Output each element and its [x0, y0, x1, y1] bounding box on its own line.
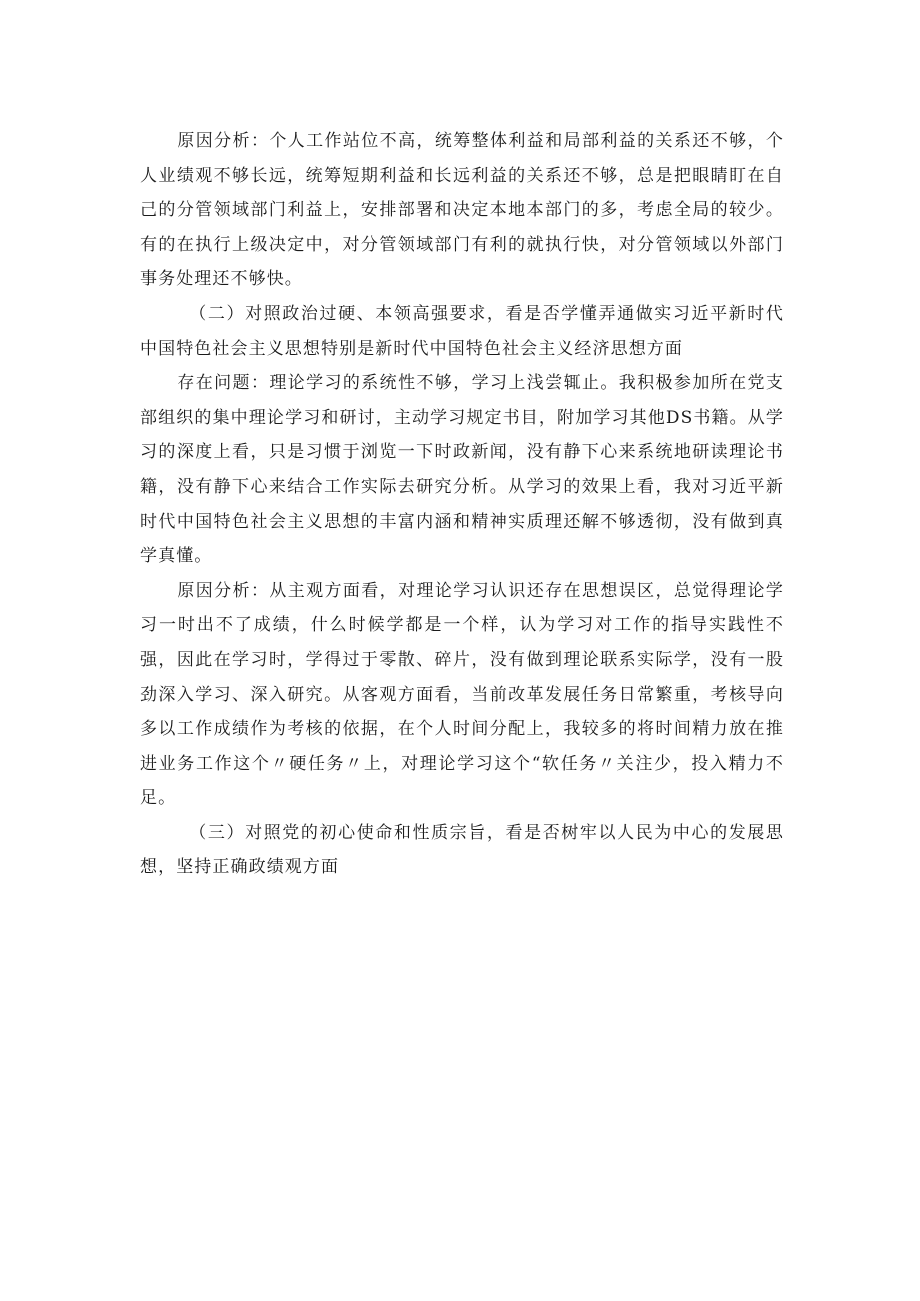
section-heading-3: （三）对照党的初心使命和性质宗旨，看是否树牢以人民为中心的发展思想，坚持正确政绩观方面	[140, 822, 784, 878]
paragraph-existing-problem: 存在问题：理论学习的系统性不够，学习上浅尝辄止。我积极参加所在党支部组织的集中理论学习和研讨，主动学习规定书目，附加学习其他DS书籍。从学习的深度上看，只是习惯于浏览一下时政新闻，没有静下心来系统地研读理论书籍，没有静下心来结合工作实际去研究分析。从学习的效果上看，我对习近平新时代中国特色社会主义思想的丰富内涵和精神实质理还解不够透彻，没有做到真学真懂。	[140, 373, 784, 567]
section-heading-2: （二）对照政治过硬、本领高强要求，看是否学懂弄通做实习近平新时代中国特色社会主义思想特别是新时代中国特色社会主义经济思想方面	[140, 303, 784, 359]
document-body	[140, 124, 784, 885]
paragraph-cause-analysis-2: 原因分析：从主观方面看，对理论学习认识还存在思想误区，总觉得理论学习一时出不了成绩，什么时候学都是一个样，认为学习对工作的指导实践性不强，因此在学习时，学得过于零散、碎片，没有做到理论联系实际学，没有一股劲深入学习、深入研究。从客观方面看，当前改革发展任务日常繁重，考核导向多以工作成绩作为考核的依据，在个人时间分配上，我较多的将时间精力放在推进业务工作这个〃硬任务〃上，对理论学习这个“软任务〃关注少，投入精力不足。	[140, 580, 784, 809]
paragraph-cause-analysis-1: 原因分析：个人工作站位不高，统筹整体利益和局部利益的关系还不够，个人业绩观不够长远，统筹短期利益和长远利益的关系还不够，总是把眼睛盯在自己的分管领域部门利益上，安排部署和决定本地本部门的多，考虑全局的较少。有的在执行上级决定中，对分管领域部门有利的就执行快，对分管领域以外部门事务处理还不够快。	[140, 131, 784, 290]
